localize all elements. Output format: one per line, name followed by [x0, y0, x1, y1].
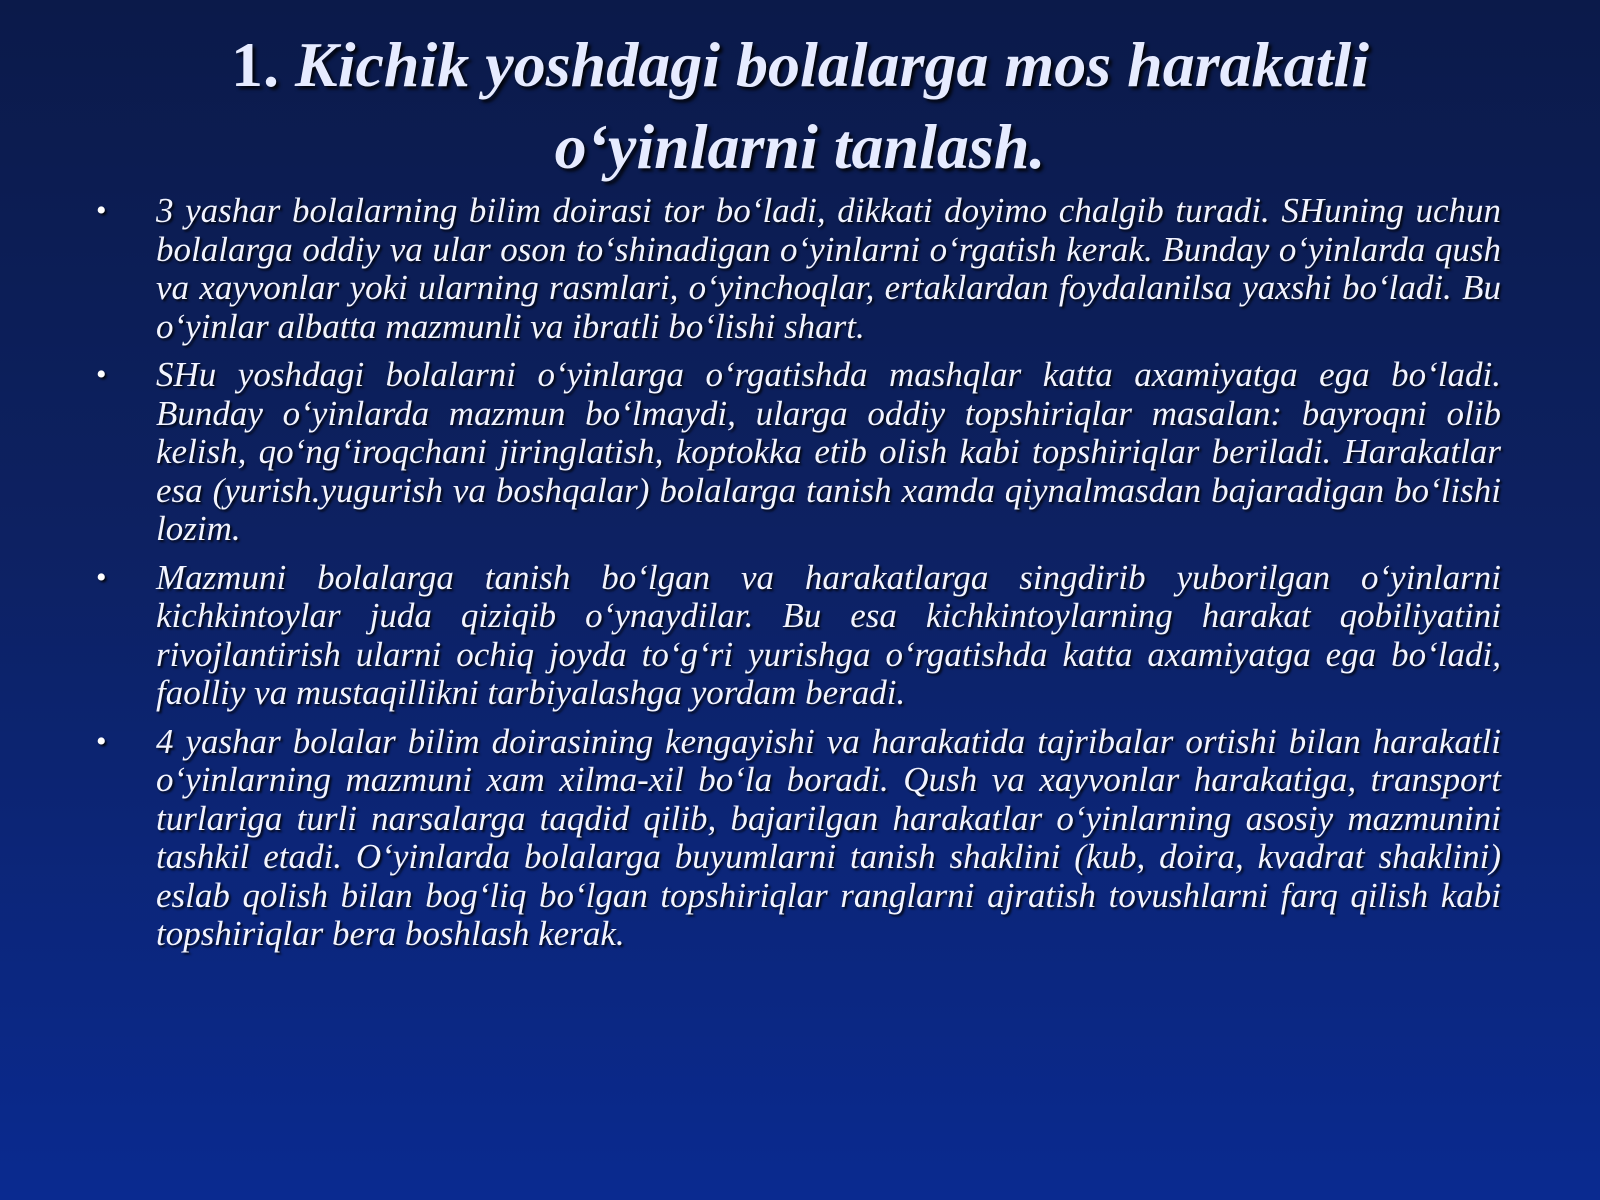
bullet-icon: •	[96, 560, 107, 594]
bullet-icon: •	[96, 194, 107, 227]
title-number: 1.	[231, 29, 280, 100]
bullet-item	[96, 557, 1501, 713]
bullet-icon: •	[96, 358, 107, 391]
bullet-item	[96, 721, 1501, 954]
bullet-item	[96, 355, 1501, 549]
bullet-icon: •	[96, 724, 107, 758]
slide-title	[100, 24, 1500, 188]
bullet-text: SHu yoshdagi bolalarni o‘yinlarga o‘rgatishda mashqlar katta axamiyatga ega bo‘ladi. Bunday o‘yinlarda mazmun bo‘lmaydi, ularga oddiy topshiriqlar masalan: bayroqni olib kelish, qo‘ng‘iroqchani jiringlatish, koptokka etib olish kabi topshiriqlar beriladi. Harakatlar esa (yurish.yugurish va boshqalar) bolalarga tanish xamda qiynalmasdan bajaradigan bo‘lishi lozim.	[156, 355, 1501, 548]
bullet-text: 4 yashar bolalar bilim doirasining kengayishi va harakatida tajribalar ortishi bilan harakatli o‘yinlarning mazmuni xam xilma-xil bo‘la boradi. Qush va xayvonlar harakatiga, transport turlariga turli narsalarga taqdid qilib, bajarilgan harakatlar o‘yinlarning asosiy mazmunini tashkil etadi. O‘yinlarda bolalarga buyumlarni tanish shaklini (kub, doira, kvadrat shaklini) eslab qolish bilan bog‘liq bo‘lgan topshiriqlar ranglarni ajratish tovushlarni farq qilish kabi topshiriqlar bera boshlash kerak.	[156, 721, 1501, 953]
bullet-text: Mazmuni bolalarga tanish bo‘lgan va harakatlarga singdirib yuborilgan o‘yinlarni kichkintoylar juda qiziqib o‘ynaydilar. Bu esa kichkintoylarning harakat qobiliyatini rivojlantirish ularni ochiq joyda to‘g‘ri yurishga o‘rgatishda katta axamiyatga ega bo‘ladi, faolliy va mustaqillikni tarbiyalashga yordam beradi.	[156, 557, 1501, 712]
bullet-text: 3 yashar bolalarning bilim doirasi tor bo‘ladi, dikkati doyimo chalgib turadi. SHuning uchun bolalarga oddiy va ular oson to‘shinadigan o‘yinlarni o‘rgatish kerak. Bunday o‘yinlarda qush va xayvonlar yoki ularning rasmlari, o‘yinchoqlar, ertaklardan foydalanilsa yaxshi bo‘ladi. Bu o‘yinlar albatta mazmunli va ibratli bo‘lishi shart.	[156, 191, 1501, 346]
title-text: Kichik yoshdagi bolalarga mos harakatli o‘yinlarni tanlash.	[295, 29, 1369, 182]
bullet-list	[96, 191, 1501, 964]
bullet-item	[96, 191, 1501, 346]
